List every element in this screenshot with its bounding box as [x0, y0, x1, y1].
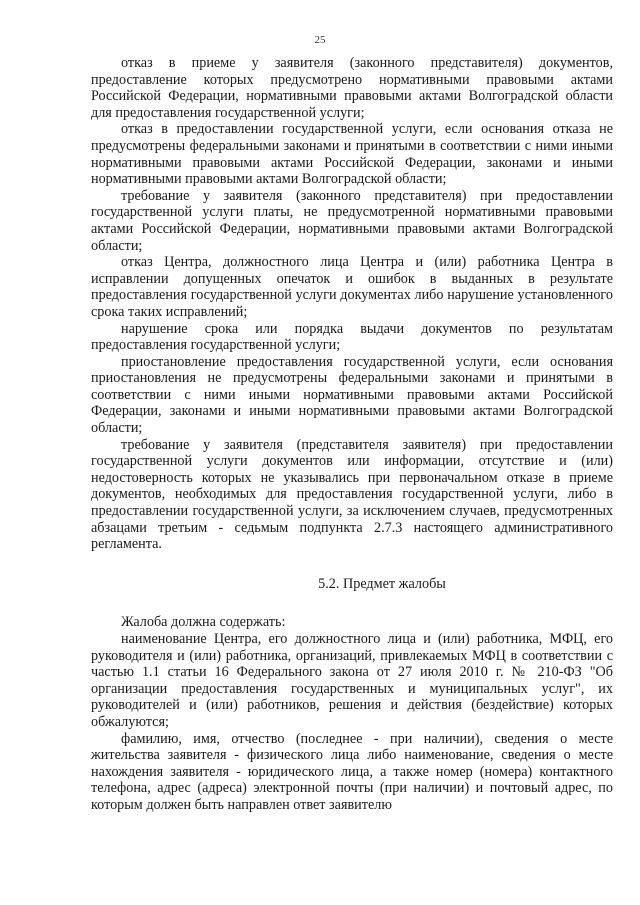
page-number: 25	[314, 34, 326, 46]
paragraph: фамилию, имя, отчество (последнее - при наличии), сведения о месте жительства заявителя - физического лица либо наименование, сведения о месте нахождения заявителя - юридического лица, а также номер (номера) контактного телефона, адрес (адреса) электронной почты (при наличии) и почтовый адрес, по которым должен быть направлен ответ заявителю	[91, 730, 613, 813]
paragraph: нарушение срока или порядка выдачи документов по результатам предоставления государственной услуги;	[91, 320, 613, 354]
document-body	[91, 55, 613, 814]
complaint-intro: Жалоба должна содержать:	[121, 614, 286, 631]
paragraph: наименование Центра, его должностного лица и (или) работника, МФЦ, его руководителя и (или) работника, организаций, привлекаемых МФЦ в соответствии с частью 1.1 статьи 16 Федерального закона от 27 июля 2010 г. № 210-ФЗ "Об организации предоставления государственных и муниципальных услуг", их руководителей и (или) работников, решения и действия (бездействие) которых обжалуются;	[91, 631, 613, 730]
paragraph: отказ в приеме у заявителя (законного представителя) документов, предоставление которых предусмотрено нормативными правовыми актами Российской Федерации, нормативными правовыми актами Волгоградской области для предоставления государственной услуги;	[91, 55, 613, 121]
paragraph: требование у заявителя (представителя заявителя) при предоставлении государственной услуги документов или информации, отсутствие и (или) недостоверность которых не указывались при первоначальном отказе в приеме документов, необходимых для предоставления государственной услуги, либо в предоставлении государственной услуги, за исключением случаев, предусмотренных абзацами третьим - седьмым подпункта 2.7.3 настоящего административного регламента.	[91, 436, 613, 553]
paragraph: отказ в предоставлении государственной услуги, если основания отказа не предусмотрены федеральными законами и принятыми в соответствии с ними иными нормативными правовыми актами Российской Федерации, законами и иными нормативными правовыми актами Волгоградской области;	[91, 121, 613, 188]
paragraph: требование у заявителя (законного представителя) при предоставлении государственной услуги платы, не предусмотренной нормативными правовыми актами Российской Федерации, нормативными правовыми актами Волгоградской области;	[91, 187, 613, 254]
paragraph: отказ Центра, должностного лица Центра и (или) работника Центра в исправлении допущенных опечаток и ошибок в выданных в результате предоставления государственной услуги документах либо нарушение установленного срока таких исправлений;	[91, 254, 613, 320]
paragraph: приостановление предоставления государственной услуги, если основания приостановления не предусмотрены федеральными законами и принятыми в соответствии с ними иными нормативными правовыми актами Российской Федерации, законами и иными нормативными правовыми актами Волгоградской области;	[91, 353, 613, 437]
section-heading: 5.2. Предмет жалобы	[318, 575, 446, 592]
